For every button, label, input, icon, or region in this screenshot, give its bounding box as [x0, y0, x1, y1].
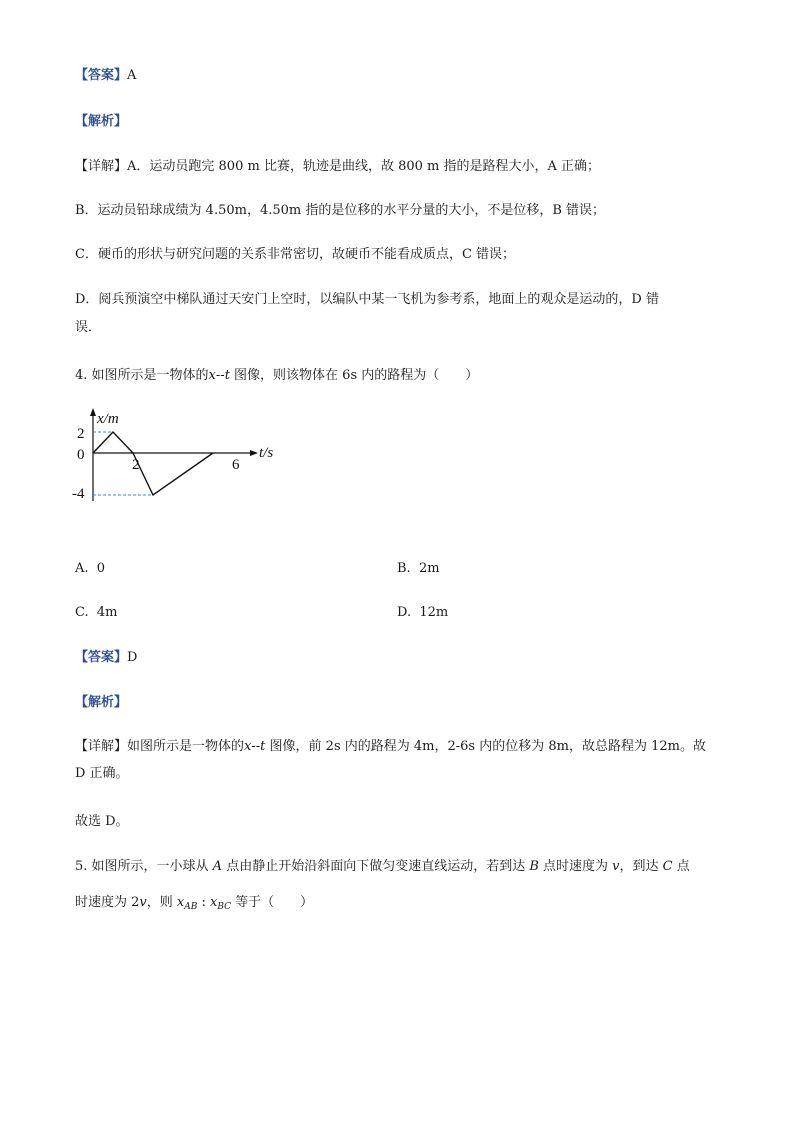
var-v: v [139, 895, 147, 910]
stem-text-post: 图像，则该物体在 6s 内的路程为（ ） [229, 368, 479, 383]
q5-line2-text: 时速度为 2 [75, 895, 140, 910]
detail-line-b: B．运动员铅球成绩为 4.50m，4.50m 指的是位移的水平分量的大小，不是位移，B 错误； [75, 203, 606, 218]
option-d-text: 12m [419, 605, 449, 620]
analysis-tag-q4 [75, 693, 127, 713]
detail-text-post: 图像，前 2s 内的路程为 4m，2-6s 内的位移为 8m，故总路程为 12m。故 [265, 739, 706, 754]
detail-line-q4-2: D 正确。 [75, 766, 129, 781]
x-t-graph [72, 405, 292, 505]
answer-line-q4 [75, 648, 137, 668]
detail-line-d2: 误． [75, 320, 102, 335]
var-x-ab: x [176, 895, 185, 910]
option-d [397, 603, 448, 623]
option-b [397, 559, 440, 579]
detail-line-d1: D．阅兵预演空中梯队通过天安门上空时，以编队中某一飞机为参考系，地面上的观众是运动的，D 错 [75, 292, 659, 307]
answer-line-q3 [75, 66, 136, 86]
answer-value: A [127, 68, 137, 83]
analysis-tag: 【解析】 [75, 114, 128, 129]
x-axis-arrow [250, 450, 258, 456]
detail-a-text: A．运动员跑完 800 m 比赛，轨迹是曲线，故 800 m 指的是路程大小，A 正确； [127, 159, 600, 174]
stem-var-x: x [208, 368, 216, 383]
guide-lines [93, 432, 153, 495]
analysis-tag: 【解析】 [75, 695, 128, 710]
detail-dash: -- [251, 739, 261, 754]
stem-dash: -- [215, 368, 225, 383]
stem-var-t: t [224, 368, 230, 383]
x-tick-6: 6 [232, 457, 240, 473]
option-a-text: 0 [96, 561, 106, 576]
var-v: v [612, 859, 620, 874]
detail-line-a [75, 157, 600, 177]
conclusion-q4: 故选 D。 [75, 814, 129, 829]
y-tick-neg4: -4 [72, 486, 85, 502]
point-c: C [662, 859, 673, 874]
q5-line2-post: 等于（ ） [231, 895, 314, 910]
subscript-bc: BC [217, 902, 232, 912]
detail-var-x: x [244, 739, 252, 754]
point-b: B [529, 859, 539, 874]
q5-text-mid: 点由静止开始沿斜面向下做匀变速直线运动，若到达 [222, 859, 530, 874]
option-a-label: A. [75, 561, 89, 576]
detail-var-t: t [260, 739, 266, 754]
ratio-colon: : [197, 895, 211, 910]
analysis-tag-q3 [75, 112, 127, 132]
answer-tag: 【答案】 [75, 68, 128, 83]
option-b-label: B. [397, 561, 411, 576]
q5-text-mid2: 点时速度为 [538, 859, 613, 874]
option-d-label: D. [397, 605, 412, 620]
y-tick-2: 2 [77, 426, 85, 442]
x-axis-label: t/s [259, 445, 274, 461]
option-c [75, 603, 118, 623]
answer-tag: 【答案】 [75, 650, 128, 665]
series-line [93, 432, 213, 495]
q5-text-mid3: ，到达 [619, 859, 663, 874]
var-x-bc: x [210, 895, 218, 910]
detail-line-q4 [75, 737, 706, 757]
subscript-ab: AB [184, 902, 198, 912]
point-a: A [212, 859, 223, 874]
q5-text: 5. 如图所示，一小球从 [75, 859, 213, 874]
detail-line-c: C．硬币的形状与研究问题的关系非常密切，故硬币不能看成质点，C 错误； [75, 247, 516, 262]
option-b-text: 2m [418, 561, 440, 576]
x-tick-2: 2 [132, 457, 140, 473]
q5-line2-mid: ，则 [146, 895, 177, 910]
question-5-line2 [75, 893, 313, 917]
question-5-line1 [75, 857, 690, 877]
q5-text-post: 点 [672, 859, 690, 874]
detail-text: 如图所示是一物体的 [127, 739, 245, 754]
question-4-stem [75, 366, 478, 386]
y-axis-label: x/m [97, 411, 119, 427]
y-tick-0: 0 [77, 447, 85, 463]
stem-text: 4. 如图所示是一物体的 [75, 368, 209, 383]
y-axis-arrow [90, 408, 96, 416]
option-c-text: 4m [96, 605, 118, 620]
option-a [75, 559, 105, 579]
option-c-label: C. [75, 605, 89, 620]
detail-tag: 【详解】 [75, 159, 128, 174]
answer-value: D [127, 650, 138, 665]
detail-tag: 【详解】 [75, 739, 128, 754]
